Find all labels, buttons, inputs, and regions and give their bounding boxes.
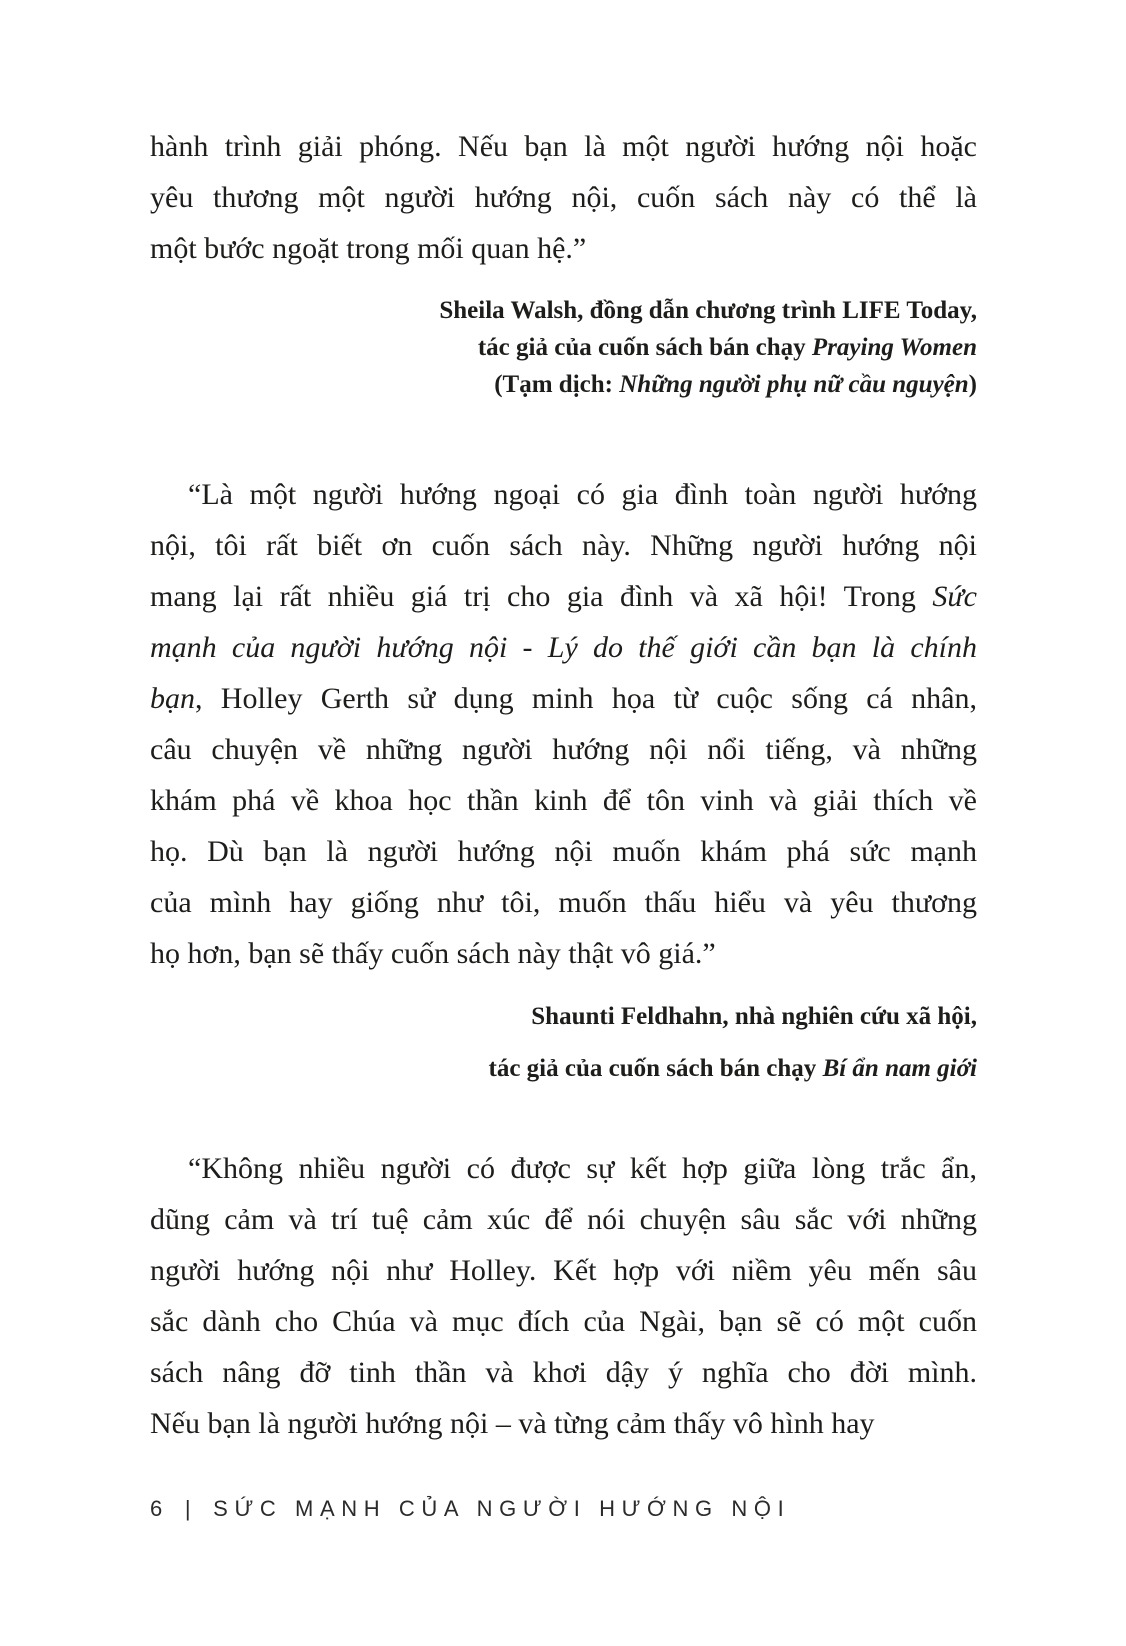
text-segment: tác giả của cuốn sách bán chạy xyxy=(488,1055,823,1082)
quote-paragraph xyxy=(150,121,977,274)
text-line xyxy=(150,1194,977,1245)
text-segment: sắc dành cho Chúa và mục đích của Ngài, bạn sẽ có một cuốn xyxy=(150,1305,977,1338)
text-segment: họ hơn, bạn sẽ thấy cuốn sách này thật vô giá.” xyxy=(150,937,716,970)
text-line xyxy=(150,1398,977,1449)
text-segment: Sheila Walsh, đồng dẫn chương trình LIFE Today, xyxy=(439,297,977,324)
attribution-block xyxy=(150,991,977,1095)
text-line xyxy=(150,121,977,172)
text-segment: mang lại rất nhiều giá trị cho gia đình và xã hội! Trong xyxy=(150,580,933,613)
text-line xyxy=(150,928,977,979)
attribution-block xyxy=(150,292,977,403)
quote-paragraph xyxy=(150,1143,977,1449)
text-line xyxy=(150,1245,977,1296)
text-segment: mạnh của người hướng nội - Lý do thế giới cần bạn là chính xyxy=(150,631,977,664)
page-footer xyxy=(150,1496,790,1522)
text-line xyxy=(150,1043,977,1095)
text-segment: “Là một người hướng ngoại có gia đình toàn người hướng xyxy=(188,478,977,511)
text-segment: , Holley Gerth sử dụng minh họa từ cuộc sống cá nhân, xyxy=(195,682,977,715)
text-segment: Praying Women xyxy=(811,334,977,361)
text-segment: người hướng nội như Holley. Kết hợp với niềm yêu mến sâu xyxy=(150,1254,977,1287)
text-segment: sách nâng đỡ tinh thần và khơi dậy ý nghĩa cho đời mình. xyxy=(150,1356,977,1389)
text-line xyxy=(150,991,977,1043)
text-segment: yêu thương một người hướng nội, cuốn sách này có thể là xyxy=(150,181,977,214)
text-segment: Bí ẩn nam giới xyxy=(822,1055,977,1082)
footer-book-title: SỨC MẠNH CỦA NGƯỜI HƯỚNG NỘI xyxy=(213,1496,791,1521)
text-segment: của mình hay giống như tôi, muốn thấu hiểu và yêu thương xyxy=(150,886,977,919)
text-segment: (Tạm dịch: xyxy=(494,371,620,398)
text-line xyxy=(150,571,977,622)
text-segment: Những người phụ nữ cầu nguyện xyxy=(619,371,969,398)
footer-page-number: 6 xyxy=(150,1496,169,1521)
text-segment: một bước ngoặt trong mối quan hệ.” xyxy=(150,232,587,265)
text-line xyxy=(150,223,977,274)
text-segment: hành trình giải phóng. Nếu bạn là một người hướng nội hoặc xyxy=(150,130,977,163)
quote-paragraph xyxy=(150,469,977,979)
text-segment: Nếu bạn là người hướng nội – và từng cảm thấy vô hình hay xyxy=(150,1407,875,1440)
text-segment: nội, tôi rất biết ơn cuốn sách này. Những người hướng nội xyxy=(150,529,977,562)
text-line xyxy=(150,520,977,571)
text-line xyxy=(150,1296,977,1347)
text-line xyxy=(150,673,977,724)
text-segment: khám phá về khoa học thần kinh để tôn vinh và giải thích về xyxy=(150,784,977,817)
text-line xyxy=(150,292,977,329)
text-line xyxy=(150,1143,977,1194)
text-segment: câu chuyện về những người hướng nội nổi tiếng, và những xyxy=(150,733,977,766)
text-segment: tác giả của cuốn sách bán chạy xyxy=(477,334,812,361)
text-segment: Shaunti Feldhahn, nhà nghiên cứu xã hội, xyxy=(531,1003,977,1030)
text-line xyxy=(150,877,977,928)
text-line xyxy=(150,329,977,366)
text-segment: ) xyxy=(968,371,977,398)
text-line xyxy=(150,826,977,877)
text-line xyxy=(150,622,977,673)
text-segment: Sức xyxy=(932,580,977,613)
text-blocks xyxy=(150,121,977,1449)
footer-divider: | xyxy=(184,1496,198,1521)
text-line xyxy=(150,172,977,223)
text-segment: dũng cảm và trí tuệ cảm xúc để nói chuyện sâu sắc với những xyxy=(150,1203,977,1236)
text-segment: bạn xyxy=(150,682,195,715)
text-segment: “Không nhiều người có được sự kết hợp giữa lòng trắc ẩn, xyxy=(188,1152,977,1185)
text-line xyxy=(150,724,977,775)
text-line xyxy=(150,469,977,520)
text-line xyxy=(150,775,977,826)
text-line xyxy=(150,1347,977,1398)
text-line xyxy=(150,366,977,403)
text-segment: họ. Dù bạn là người hướng nội muốn khám phá sức mạnh xyxy=(150,835,977,868)
